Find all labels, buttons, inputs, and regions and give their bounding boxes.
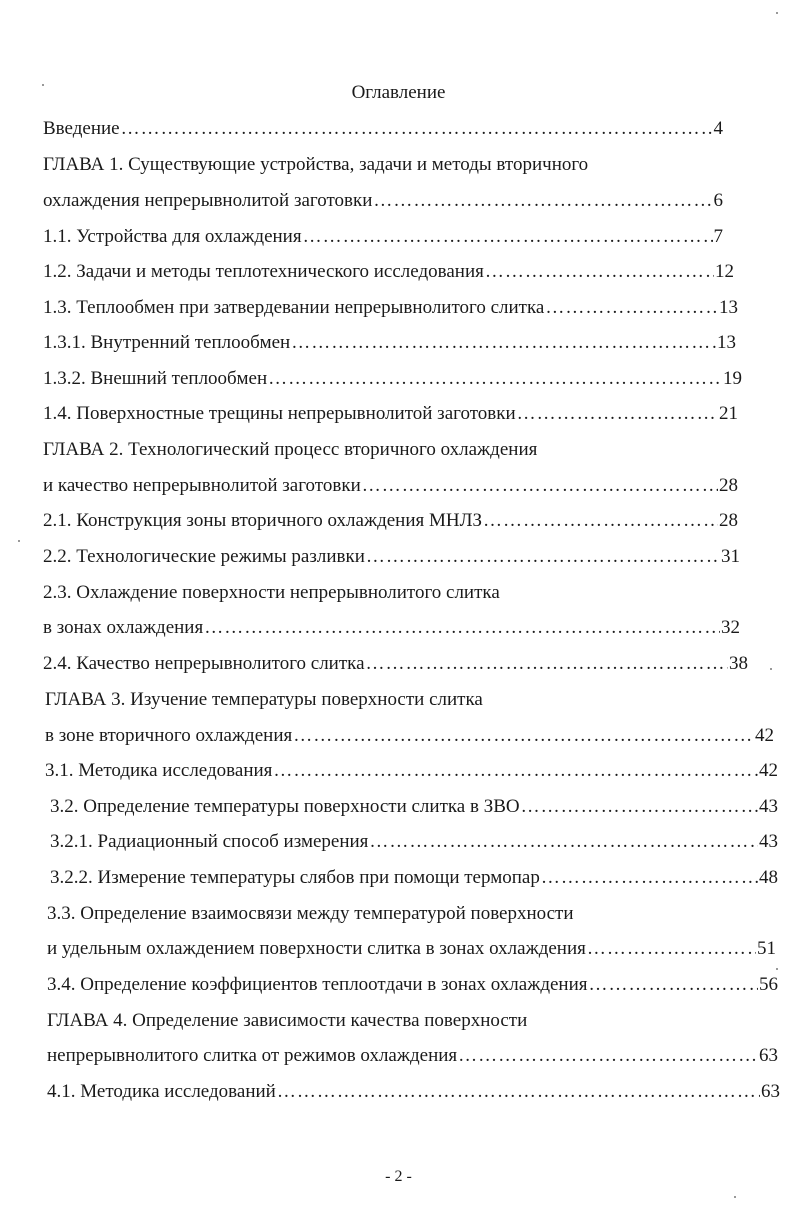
toc-entry: 1.3.1. Внутренний теплообмен ………………………………………………………………………………………………………………………………………………………………………………… 13 bbox=[43, 330, 736, 356]
dot-leader bbox=[369, 829, 758, 855]
dot-leader bbox=[293, 723, 754, 749]
page-number: 4 bbox=[713, 118, 723, 139]
dot-leader bbox=[268, 366, 722, 392]
toc-entry: 3.2.1. Радиационный способ измерения ………………………………………………………………………………………………………………………………………………………………………………… 43 bbox=[50, 829, 778, 855]
toc-entry: 3.3. Определение взаимосвязи между температурой поверхности bbox=[47, 903, 574, 924]
dot-leader bbox=[521, 794, 758, 820]
page-number: 56 bbox=[759, 974, 778, 995]
toc-entry: 4.1. Методика исследований ………………………………………………………………………………………………………………………………………………………………………………… 63 bbox=[47, 1079, 780, 1105]
toc-entry: ГЛАВА 3. Изучение температуры поверхности слитка bbox=[45, 689, 483, 710]
toc-entry: 2.2. Технологические режимы разливки ………………………………………………………………………………………………………………………………………………………………………………… 31 bbox=[43, 544, 740, 570]
dot-leader bbox=[204, 615, 720, 641]
page-number: 63 bbox=[759, 1045, 778, 1066]
toc-entry: в зонах охлаждения ………………………………………………………………………………………………………………………………………………………………………………… 32 bbox=[43, 615, 740, 641]
page-number: 43 bbox=[759, 796, 778, 817]
dot-leader bbox=[366, 651, 728, 677]
page-number: 31 bbox=[721, 546, 740, 567]
toc-entry: в зоне вторичного охлаждения ………………………………………………………………………………………………………………………………………………………………………………… 42 bbox=[45, 723, 774, 749]
page-title: Оглавление bbox=[351, 82, 446, 103]
page-number: 13 bbox=[717, 332, 736, 353]
page-number: 42 bbox=[755, 725, 774, 746]
page-number: 28 bbox=[719, 510, 738, 531]
page-number: 63 bbox=[761, 1081, 780, 1102]
page-number: 21 bbox=[719, 403, 738, 424]
toc-entry: 2.3. Охлаждение поверхности непрерывнолитого слитка bbox=[43, 582, 500, 603]
toc-entry: 1.2. Задачи и методы теплотехнического исследования ………………………………………………………………………………………………………………………………………………………………………………… 12 bbox=[43, 259, 734, 285]
toc-entry: ГЛАВА 1. Существующие устройства, задачи и методы вторичного bbox=[43, 154, 589, 175]
page-number: 28 bbox=[719, 475, 738, 496]
toc-entry: 2.1. Конструкция зоны вторичного охлаждения МНЛЗ ………………………………………………………………………………………………………………………………………………………………………………… 28 bbox=[43, 508, 738, 534]
scan-speck bbox=[770, 668, 772, 670]
dot-leader bbox=[458, 1043, 758, 1069]
scan-speck bbox=[776, 968, 778, 970]
page-number: 43 bbox=[759, 831, 778, 852]
dot-leader bbox=[541, 865, 758, 891]
dot-leader bbox=[483, 508, 718, 534]
dot-leader bbox=[545, 295, 718, 321]
dot-leader bbox=[277, 1079, 760, 1105]
page-number: 48 bbox=[759, 867, 778, 888]
toc-entry: 2.4. Качество непрерывнолитого слитка ………………………………………………………………………………………………………………………………………………………………………………… 38 bbox=[43, 651, 748, 677]
toc-entry: охлаждения непрерывнолитой заготовки ………………………………………………………………………………………………………………………………………………………………………………… 6 bbox=[43, 188, 723, 214]
toc-entry: 3.2.2. Измерение температуры слябов при помощи термопар ………………………………………………………………………………………………………………………………………………………………………………… 48 bbox=[50, 865, 778, 891]
toc-entry: Введение ………………………………………………………………………………………………………………………………………………………………………………… 4 bbox=[43, 116, 723, 142]
dot-leader bbox=[303, 224, 713, 250]
dot-leader bbox=[587, 936, 756, 962]
toc-entry: и удельным охлаждением поверхности слитка в зонах охлаждения ………………………………………………………………………………………………………………………………………………………………………………… 51 bbox=[47, 936, 776, 962]
toc-entry: 3.4. Определение коэффициентов теплоотдачи в зонах охлаждения ………………………………………………………………………………………………………………………………………………………………………………… 56 bbox=[47, 972, 778, 998]
dot-leader bbox=[517, 401, 718, 427]
dot-leader bbox=[373, 188, 712, 214]
scan-speck bbox=[18, 540, 20, 542]
toc-entry: и качество непрерывнолитой заготовки ………………………………………………………………………………………………………………………………………………………………………………… 28 bbox=[43, 473, 738, 499]
scan-speck bbox=[734, 1196, 736, 1198]
page-number: 13 bbox=[719, 297, 738, 318]
page-number: 6 bbox=[713, 190, 723, 211]
page-number: 38 bbox=[729, 653, 748, 674]
page-number: 7 bbox=[713, 226, 723, 247]
dot-leader bbox=[121, 116, 713, 142]
page-number: 19 bbox=[723, 368, 742, 389]
toc-entry: 1.3. Теплообмен при затвердевании непрерывнолитого слитка ………………………………………………………………………………………………………………………………………………………………………………… 13 bbox=[43, 295, 738, 321]
dot-leader bbox=[366, 544, 720, 570]
page-footer-number: - 2 - bbox=[385, 1168, 412, 1185]
dot-leader bbox=[291, 330, 716, 356]
page-number: 32 bbox=[721, 617, 740, 638]
page-number: 51 bbox=[757, 938, 776, 959]
toc-entry: 1.1. Устройства для охлаждения ………………………………………………………………………………………………………………………………………………………………………………… 7 bbox=[43, 224, 723, 250]
page-number: 42 bbox=[759, 760, 778, 781]
toc-entry: 1.3.2. Внешний теплообмен ………………………………………………………………………………………………………………………………………………………………………………… 19 bbox=[43, 366, 742, 392]
dot-leader bbox=[589, 972, 759, 998]
dot-leader bbox=[485, 259, 714, 285]
scan-speck bbox=[42, 84, 44, 86]
dot-leader bbox=[362, 473, 718, 499]
toc-entry: ГЛАВА 4. Определение зависимости качества поверхности bbox=[47, 1010, 528, 1031]
toc-entry: непрерывнолитого слитка от режимов охлаждения ………………………………………………………………………………………………………………………………………………………………………………… 63 bbox=[47, 1043, 778, 1069]
toc-entry: ГЛАВА 2. Технологический процесс вторичного охлаждения bbox=[43, 439, 538, 460]
toc-entry: 3.1. Методика исследования ………………………………………………………………………………………………………………………………………………………………………………… 42 bbox=[45, 758, 778, 784]
toc-entry: 3.2. Определение температуры поверхности слитка в ЗВО ………………………………………………………………………………………………………………………………………………………………………………… 43 bbox=[50, 794, 778, 820]
dot-leader bbox=[273, 758, 758, 784]
page-number: 12 bbox=[715, 261, 734, 282]
toc-entry: 1.4. Поверхностные трещины непрерывнолитой заготовки ………………………………………………………………………………………………………………………………………………………………………………… 21 bbox=[43, 401, 738, 427]
scan-speck bbox=[776, 12, 778, 14]
